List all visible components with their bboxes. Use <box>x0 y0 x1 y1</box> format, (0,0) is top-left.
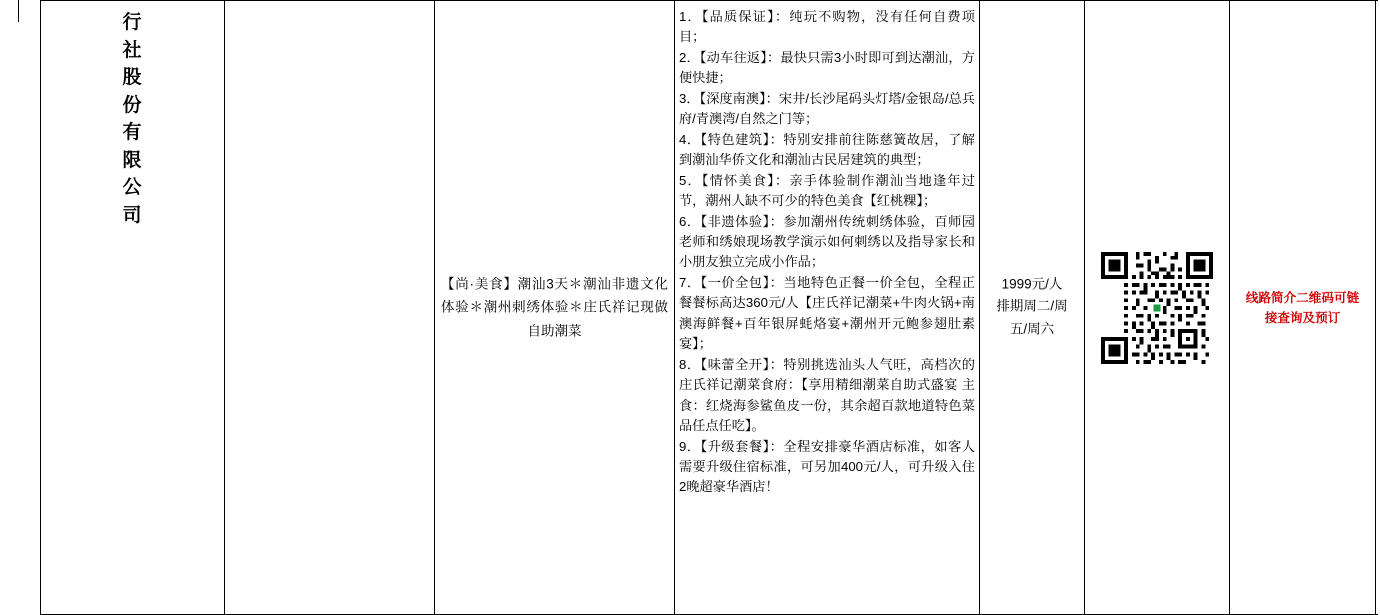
detail-item-3: 3．【深度南澳】：宋井/长沙尾码头灯塔/金银岛/总兵府/青澳湾/自然之门等； <box>679 90 975 127</box>
table-cell-qr <box>1085 1 1230 614</box>
qr-note-text: 线路简介二维码可链接查询及预订 <box>1245 290 1360 325</box>
detail-item-9: 9．【升级套餐】：全程安排豪华酒店标准，如客人需要升级住宿标准，可另加400元/人，可升级入住2晚超豪华酒店！ <box>679 438 975 495</box>
qr-code-svg <box>1101 252 1213 364</box>
detail-list <box>679 7 975 498</box>
price-line-2: 排期周二/周 <box>996 299 1068 315</box>
company-char-5: 限 <box>122 149 143 171</box>
product-title-wrap <box>435 272 674 343</box>
table-cell-product-title <box>435 1 675 614</box>
price-line-1: 1999元/人 <box>1001 276 1063 292</box>
detail-item-2: 2．【动车往返】：最快只需3小时即可到达潮汕，方便快捷； <box>679 49 975 86</box>
page-margin-mark <box>18 0 20 22</box>
table-cell-company <box>40 1 225 614</box>
table-cell-blank <box>225 1 435 614</box>
company-char-6: 公 <box>122 177 143 199</box>
price-line-3: 五/周六 <box>1009 321 1055 337</box>
company-name-vertical <box>41 9 224 229</box>
product-title: 【尚·美食】潮汕3天＊潮汕非遗文化体验＊潮州刺绣体验＊庄氏祥记现做自助潮菜 <box>441 276 668 339</box>
company-char-3: 份 <box>122 94 143 116</box>
detail-item-1: 1．【品质保证】：纯玩不购物，没有任何自费项目； <box>679 9 975 45</box>
company-char-0: 行 <box>122 12 143 33</box>
company-char-4: 有 <box>122 122 143 144</box>
detail-item-8: 8．【味蕾全开】：特别挑选汕头人气旺，高档次的庄氏祥记潮菜食府：【享用精细潮菜自助式盛宴 主食：红烧海参鲨鱼皮一份，其余超百款地道特色菜品任点任吃】。 <box>679 356 975 434</box>
company-char-2: 股 <box>122 67 143 89</box>
qr-code-icon[interactable] <box>1101 252 1213 364</box>
detail-item-6: 6．【非遗体验】：参加潮州传统刺绣体验，百师园老师和绣娘现场教学演示如何刺绣以及指导家长和小朋友独立完成小作品； <box>679 213 975 270</box>
product-table <box>40 0 1378 615</box>
price-wrap <box>980 273 1084 342</box>
detail-item-5: 5．【情怀美食】：亲手体验制作潮汕当地逢年过节，潮州人缺不可少的特色美食【红桃粿】； <box>679 172 975 209</box>
company-char-1: 社 <box>122 39 143 61</box>
table-cell-note <box>1230 1 1376 614</box>
table-cell-price <box>980 1 1085 614</box>
company-char-7: 司 <box>122 204 143 226</box>
table-cell-details <box>675 1 980 614</box>
note-wrap <box>1230 287 1375 327</box>
detail-item-4: 4．【特色建筑】：特别安排前往陈慈簧故居，了解到潮汕华侨文化和潮汕古民居建筑的典型； <box>679 131 975 168</box>
detail-item-7: 7．【一价全包】：当地特色正餐一价全包，全程正餐餐标高达360元/人【庄氏祥记潮菜+牛肉火锅+南澳海鲜餐+百年银屏蚝烙宴+潮州开元鲍参翅肚素宴】； <box>679 274 975 352</box>
